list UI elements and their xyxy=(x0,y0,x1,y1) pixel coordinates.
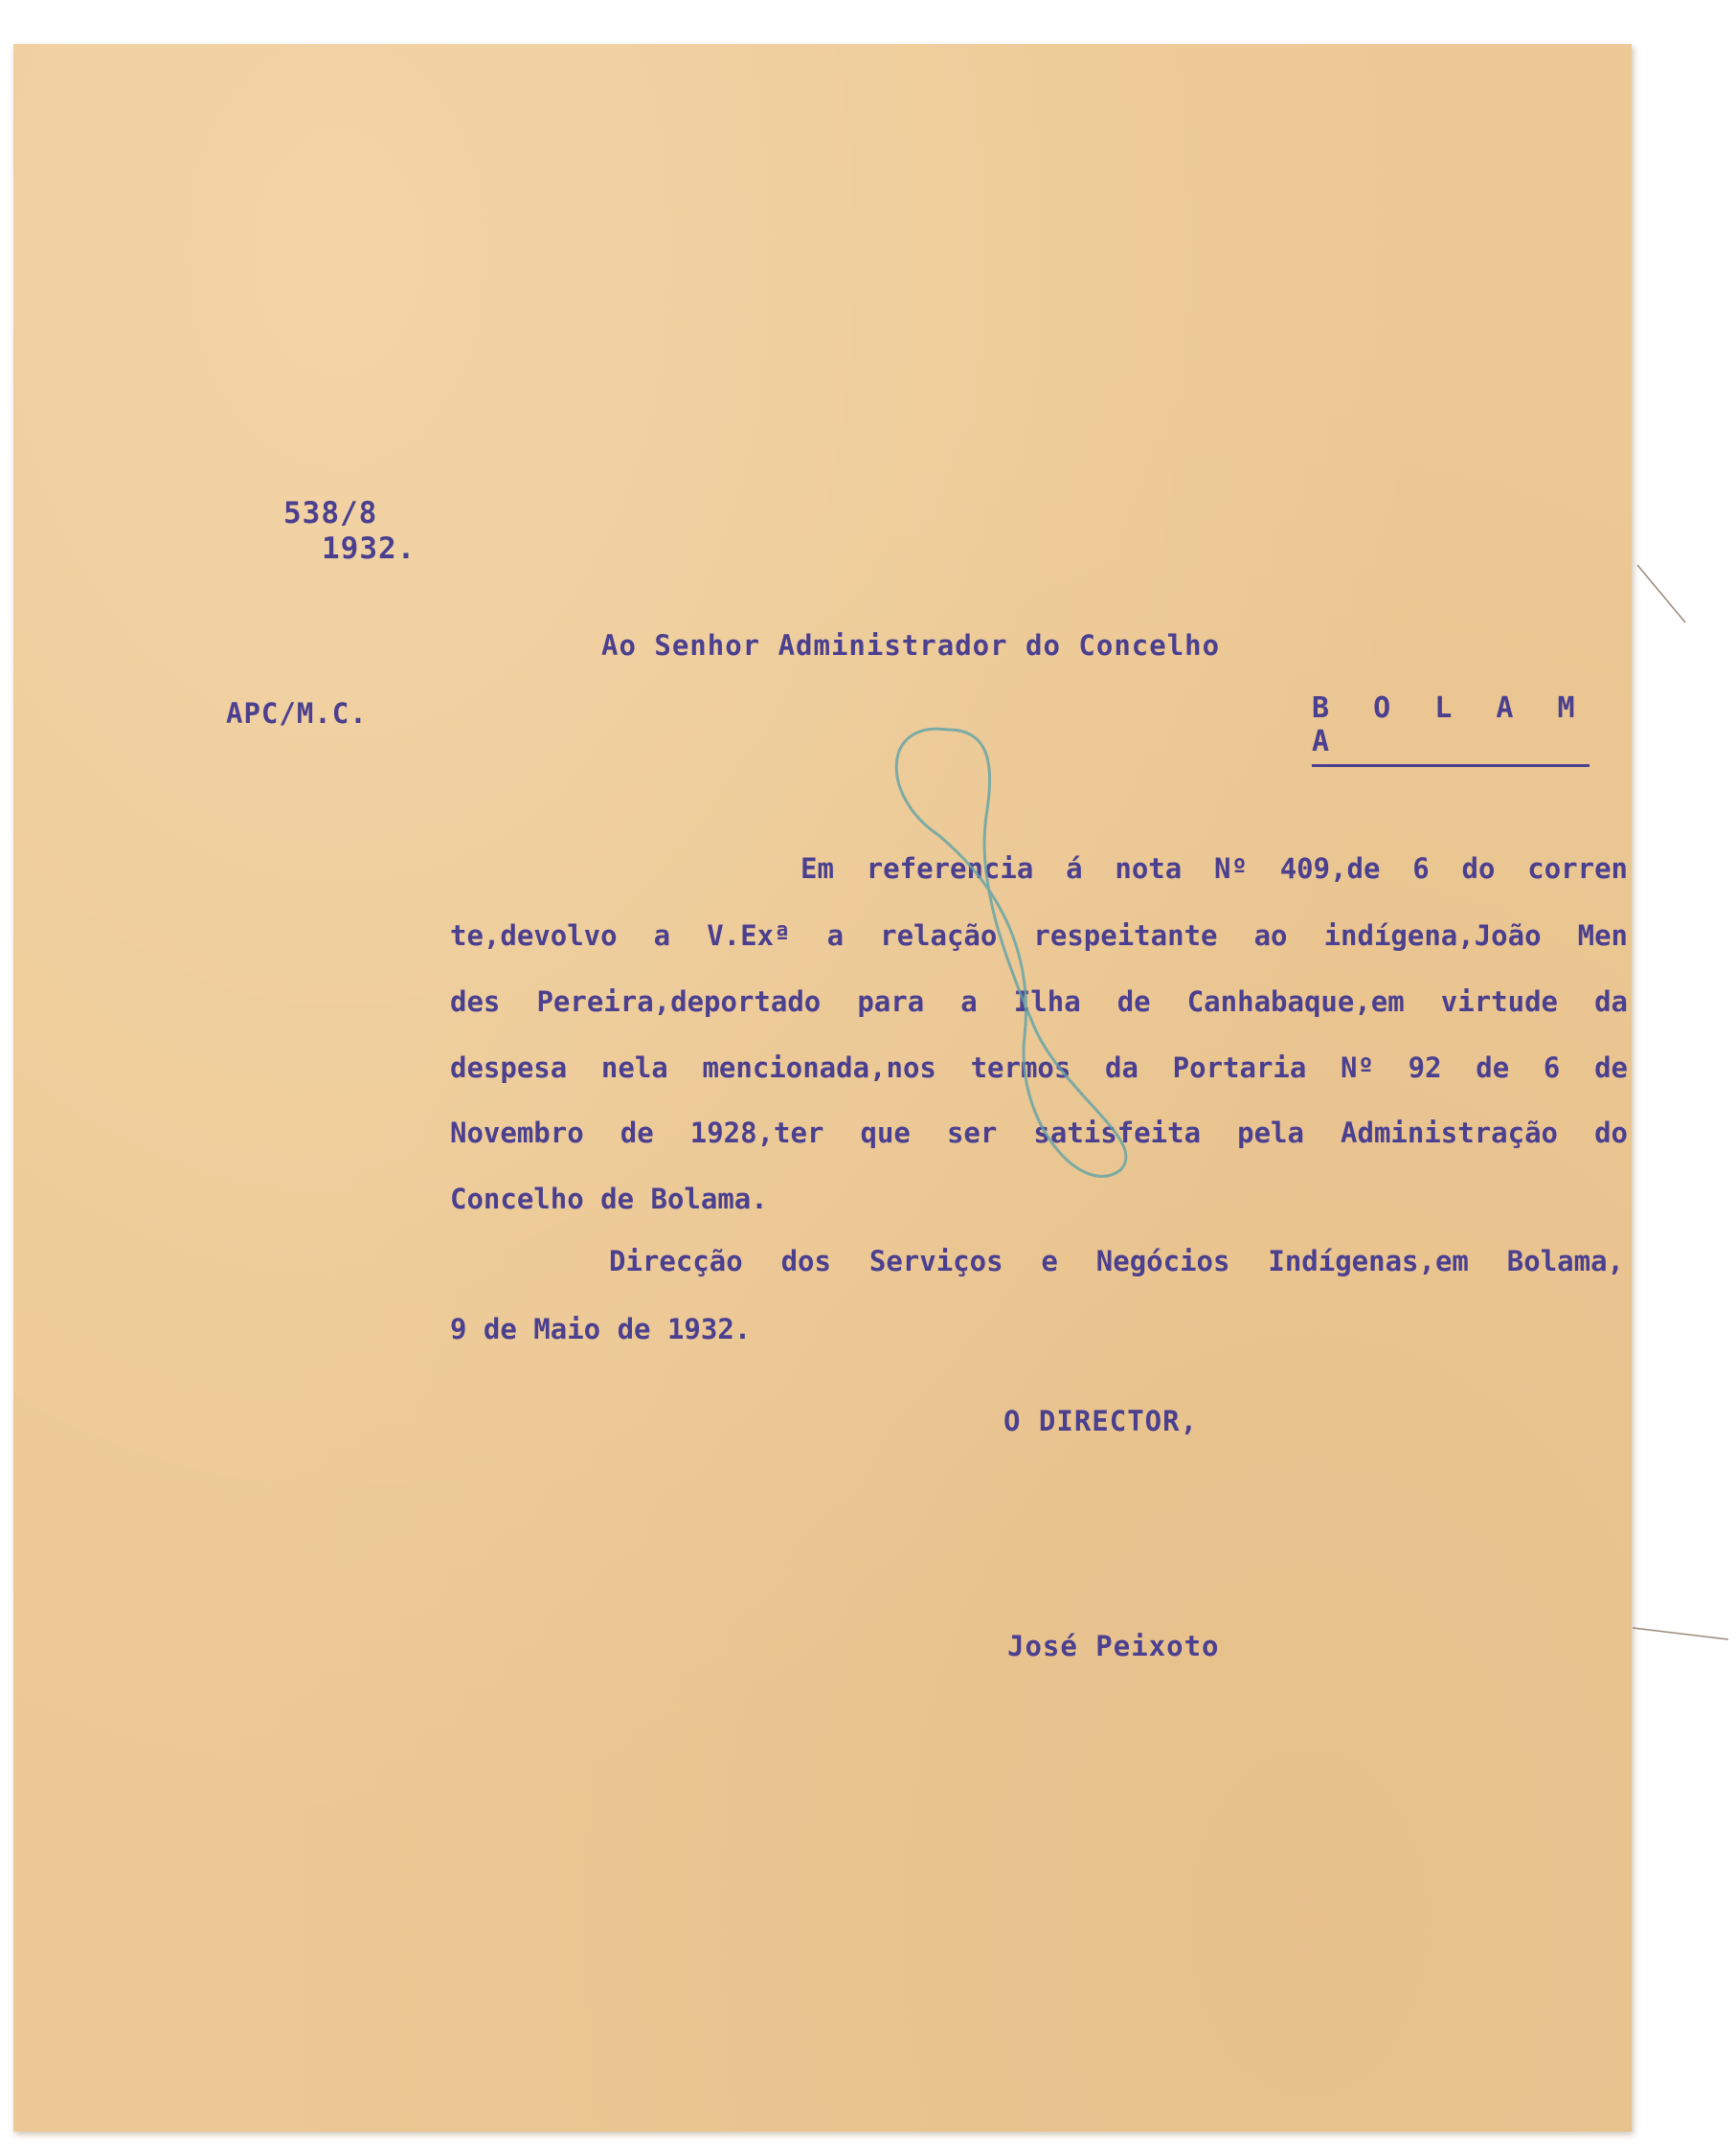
reference-number: 538/8 xyxy=(283,496,378,531)
signature-name: José Peixoto xyxy=(1007,1630,1220,1662)
edge-pencil-stroke xyxy=(1628,1618,1733,1676)
closing-date-line: 9 de Maio de 1932. xyxy=(450,1313,752,1345)
closing-place-line: Direcção dos Serviços e Negócios Indígenas,em Bolama, xyxy=(609,1245,1624,1277)
body-line: des Pereira,deportado para a Ilha de Canhabaque,em virtude da xyxy=(450,985,1628,1018)
signature-title: O DIRECTOR, xyxy=(1003,1405,1199,1437)
sender-initials: APC/M.C. xyxy=(226,697,368,730)
destination-bolama: B O L A M A xyxy=(1312,691,1589,767)
body-line: te,devolvo a V.Exª a relação respeitante ao indígena,João Men xyxy=(450,919,1628,952)
body-line: Concelho de Bolama. xyxy=(450,1183,768,1215)
reference-year: 1932. xyxy=(322,531,417,566)
addressee-line: Ao Senhor Administrador do Concelho xyxy=(601,629,1221,662)
document-page xyxy=(13,44,1632,2132)
edge-pencil-stroke xyxy=(1628,555,1724,651)
body-line: Novembro de 1928,ter que ser satisfeita pela Administração do xyxy=(450,1117,1628,1149)
body-line: despesa nela mencionada,nos termos da Portaria Nº 92 de 6 de xyxy=(450,1051,1628,1084)
body-line: Em referencia á nota Nº 409,de 6 do corren xyxy=(800,852,1628,885)
